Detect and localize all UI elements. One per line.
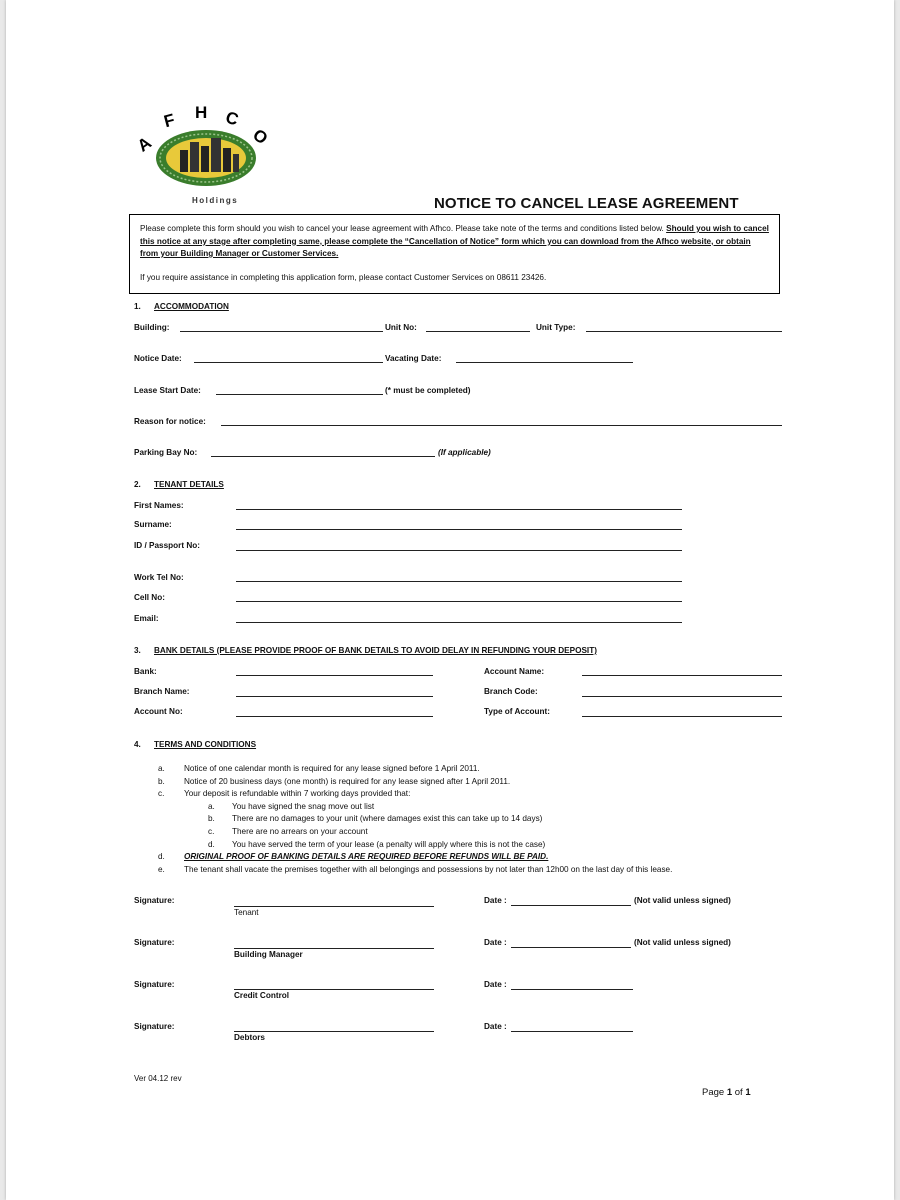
account-no-field[interactable]	[236, 716, 433, 717]
intro-contact: If you require assistance in completing this application form, please contact Customer Services on 08611 23426.	[140, 272, 547, 282]
svg-text:H: H	[195, 103, 208, 122]
signature-label: Signature:	[134, 980, 175, 989]
work-tel-label: Work Tel No:	[134, 573, 184, 582]
lease-start-label: Lease Start Date:	[134, 386, 201, 395]
first-names-label: First Names:	[134, 501, 184, 510]
id-label: ID / Passport No:	[134, 541, 200, 550]
reason-label: Reason for notice:	[134, 417, 206, 426]
afhco-logo	[130, 102, 282, 212]
debtors-role-label: Debtors	[234, 1033, 265, 1042]
branch-name-field[interactable]	[236, 696, 433, 697]
first-names-field[interactable]	[236, 509, 682, 510]
email-field[interactable]	[236, 622, 682, 623]
account-no-label: Account No:	[134, 707, 183, 716]
date-label: Date :	[484, 938, 507, 947]
svg-text:F: F	[161, 110, 177, 132]
account-type-field[interactable]	[582, 716, 782, 717]
notice-date-field[interactable]	[194, 362, 383, 363]
parking-field[interactable]	[211, 456, 435, 457]
intro-cancellation-note: Should you wish to cancel this notice at any stage after completing same, please complete the “Cancellation of Notice” form which you can download from the Afhco website, or obtain from your Building Manager or Customer Services.	[140, 224, 769, 258]
id-field[interactable]	[236, 550, 682, 551]
debtors-date-field[interactable]	[511, 1031, 633, 1032]
unit-type-label: Unit Type:	[536, 323, 576, 332]
email-label: Email:	[134, 614, 159, 623]
account-type-label: Type of Account:	[484, 707, 550, 716]
branch-name-label: Branch Name:	[134, 687, 190, 696]
instructions-box	[129, 214, 780, 294]
lease-start-field[interactable]	[216, 394, 383, 395]
parking-note: (If applicable)	[438, 448, 491, 457]
lease-start-note: (* must be completed)	[385, 386, 471, 395]
manager-signature-field[interactable]	[234, 948, 434, 949]
surname-field[interactable]	[236, 529, 682, 530]
cell-label: Cell No:	[134, 593, 165, 602]
account-name-field[interactable]	[582, 675, 782, 676]
document-page: A F H C O Holdings NOTICE TO CANCEL LEASE AGREEMENT Please complete this form should you wish to cancel your lease agreement with Afhco. Please take note of the terms and conditions listed below. Should you wish to cancel this notice at any stage after completing same, please complete the “Cancellation of Notice” form which you can download from the Afhco website, or obtain from your Building Manager or Customer Services. If you require assistance in completing this application form, please contact Customer Services on 08611 23426. 1. ACCOMMODATION Building: Unit No: Unit Type: Notice Date: Vacating Date: Lease Start Date: (* must be completed) Reason for notice: Parking Bay No: (If applicable) 2. TENANT DETAILS First Names: Surname: ID / Passport No: Work Tel No: Cell No: Email: 3. BANK DETAILS (PLEASE PROVIDE PROOF OF BANK DETAILS TO AVOID DELAY IN REFUNDING YOUR DEPOSIT) Bank: Account Name: Branch Name: Branch Code: Account No: Type of Account: 4. TERMS AND CONDITIONS a. Notice of one calendar month is required for any lease signed before 1 April 2011. b. Notice of 20 business days (one month) is required for any lease signed after 1 April 2011. c. Your deposit is refundable within 7 working days provided that: a. You have signed the snag move out list b. There are no damages to your unit (where damages exist this can take up to 14 days) c. There are no arrears on your account d. You have served the term of your lease (a penalty will apply where this is not the case) d. ORIGINAL PROOF OF BANKING DETAILS ARE REQUIRED BEFORE REFUNDS WILL BE PAID. e. The tenant shall vacate the premises together with all belongings and possessions by not later than 12h00 on the last day of this lease. Signature: Tenant Date : (Not valid unless signed) Signature: Building Manager Date : (Not valid unless signed) Signature: Credit Control Date : Signature: Debtors Date : Ver 04.12 rev Page 1 of 1	[6, 0, 894, 1200]
date-label: Date :	[484, 980, 507, 989]
manager-role-label: Building Manager	[234, 950, 303, 959]
signature-label: Signature:	[134, 938, 175, 947]
parking-label: Parking Bay No:	[134, 448, 198, 457]
version-label: Ver 04.12 rev	[134, 1074, 182, 1083]
not-valid-note: (Not valid unless signed)	[634, 938, 731, 947]
work-tel-field[interactable]	[236, 581, 682, 582]
logo-subtitle: Holdings	[192, 196, 239, 205]
svg-text:A: A	[133, 133, 155, 156]
building-field[interactable]	[180, 331, 383, 332]
page-title: NOTICE TO CANCEL LEASE AGREEMENT	[434, 195, 739, 212]
tenant-signature-field[interactable]	[234, 906, 434, 907]
branch-code-field[interactable]	[582, 696, 782, 697]
page-number: Page 1 of 1	[702, 1087, 751, 1098]
unit-type-field[interactable]	[586, 331, 782, 332]
section-terms-heading: 4. TERMS AND CONDITIONS	[134, 740, 257, 749]
notice-date-label: Notice Date:	[134, 354, 182, 363]
cell-field[interactable]	[236, 601, 682, 602]
credit-role-label: Credit Control	[234, 991, 290, 1000]
unit-no-field[interactable]	[426, 331, 530, 332]
vacating-date-field[interactable]	[456, 362, 633, 363]
intro-text: Please complete this form should you wish to cancel your lease agreement with Afhco. Please take note of the terms and conditions listed below.	[140, 224, 667, 233]
svg-text:C: C	[223, 107, 241, 130]
debtors-signature-field[interactable]	[234, 1031, 434, 1032]
signature-label: Signature:	[134, 896, 175, 905]
credit-signature-field[interactable]	[234, 989, 434, 990]
tenant-role-label: Tenant	[234, 908, 259, 917]
signature-label: Signature:	[134, 1022, 175, 1031]
svg-text:O: O	[249, 125, 272, 149]
section-bank-heading: 3. BANK DETAILS (PLEASE PROVIDE PROOF OF BANK DETAILS TO AVOID DELAY IN REFUNDING YOUR DEPOSIT)	[134, 646, 597, 655]
date-label: Date :	[484, 896, 507, 905]
branch-code-label: Branch Code:	[484, 687, 538, 696]
unit-no-label: Unit No:	[385, 323, 417, 332]
credit-date-field[interactable]	[511, 989, 633, 990]
bank-field[interactable]	[236, 675, 433, 676]
not-valid-note: (Not valid unless signed)	[634, 896, 731, 905]
manager-date-field[interactable]	[511, 947, 631, 948]
section-accommodation-heading: 1. ACCOMMODATION	[134, 302, 229, 311]
tenant-date-field[interactable]	[511, 905, 631, 906]
account-name-label: Account Name:	[484, 667, 545, 676]
section-tenant-heading: 2. TENANT DETAILS	[134, 480, 224, 489]
reason-field[interactable]	[221, 425, 782, 426]
vacating-date-label: Vacating Date:	[385, 354, 442, 363]
surname-label: Surname:	[134, 520, 172, 529]
date-label: Date :	[484, 1022, 507, 1031]
bank-label: Bank:	[134, 667, 157, 676]
building-label: Building:	[134, 323, 170, 332]
